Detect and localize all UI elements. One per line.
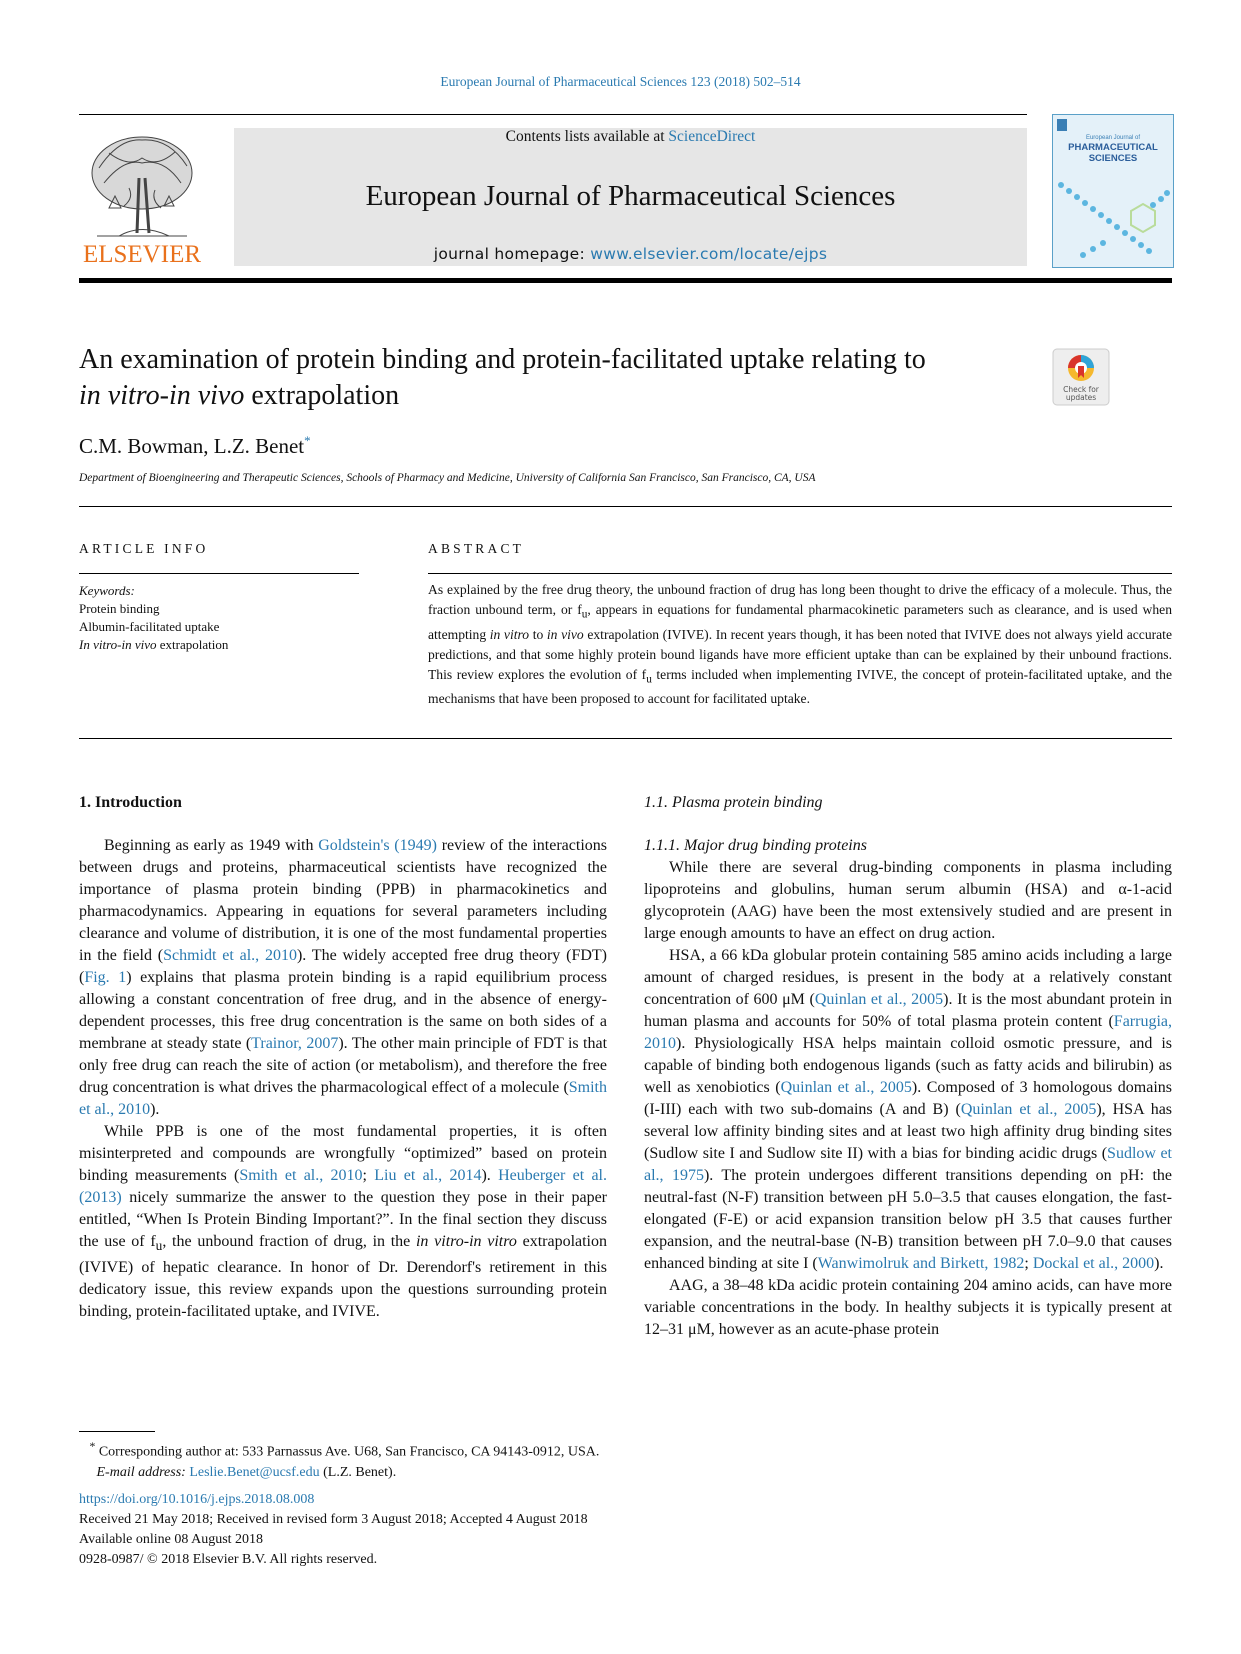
contents-line <box>234 128 1027 146</box>
abstract-text <box>428 580 1172 709</box>
abstract-segment: As explained by the free drug theory, the unbound fraction of drug has long been thought to drive the efficacy of a molecule. Thus, the fraction unbound term, or f <box>428 582 1172 617</box>
text-segment: , the unbound fraction of drug, in the <box>162 1233 416 1250</box>
journal-cover-image[interactable] <box>1052 114 1174 268</box>
email-suffix: (L.Z. Benet). <box>319 1464 397 1480</box>
text-segment: review of the interactions between drugs and proteins, pharmaceutical scientists have recognized the importance of plasma protein binding (PPB) in pharmacokinetics and pharmacodynamics. Appearing in equations for several parameters including clearance and volume of distribution, it is one of the most fundamental properties in the field ( <box>79 837 608 964</box>
citation-link[interactable]: Liu et al., 2014 <box>374 1167 482 1184</box>
svg-text:European Journal of: European Journal of <box>1085 135 1141 141</box>
journal-cover-graphic <box>1053 115 1173 267</box>
citation-link[interactable]: Sudlow et al., 1975 <box>644 1145 1173 1184</box>
abstract-italic: in vivo <box>546 626 584 642</box>
header-top-rule <box>79 114 1027 115</box>
text-segment: ). Physiologically HSA helps maintain colloid osmotic pressure, and is capable of binding both endogenous ligands (such as fatty acids and bilirubin) as well as xenobiotics ( <box>644 1035 1172 1096</box>
elsevier-logo[interactable] <box>79 128 205 266</box>
text-segment: ). Composed of 3 homologous domains (I-III) each with two sub-domains (A and B) ( <box>644 1079 1173 1118</box>
text-segment: While PPB is one of the most fundamental properties, it is often misinterpreted and compounds are wrongfully “optimized” based on protein binding measurements ( <box>79 1123 607 1184</box>
title-line-1: An examination of protein binding and protein-facilitated uptake relating to <box>79 344 926 375</box>
article-info-heading: ARTICLE INFO <box>79 541 209 556</box>
abstract-segment: terms included when implementing IVIVE, the concept of protein-facilitated uptake, and the mechanisms that have been proposed to account for facilitated uptake. <box>428 666 1172 707</box>
footnote-line-2 <box>79 1463 599 1483</box>
plasma-paragraph-2 <box>644 945 1172 1275</box>
abstract-italic: in vitro <box>489 626 530 642</box>
header-thick-rule <box>79 278 1172 283</box>
contents-prefix: Contents lists available at <box>505 128 669 145</box>
abstract-segment: , appears in equations for fundamental pharmacokinetic parameters such as clearance, and is used when attempting <box>428 602 1172 642</box>
copyright: 0928-0987/ © 2018 Elsevier B.V. All rights reserved. <box>79 1552 378 1567</box>
keyword-item <box>79 636 359 654</box>
text-segment: ; <box>1024 1255 1033 1272</box>
citation-link[interactable]: Quinlan et al., 2005 <box>960 1101 1097 1118</box>
figure-link[interactable]: Fig. 1 <box>84 969 127 986</box>
title-line-2-rest: extrapolation <box>244 380 400 411</box>
abstract-bottom-rule <box>79 738 1172 739</box>
intro-paragraph-2 <box>79 1121 607 1323</box>
keyword-item: Protein binding <box>79 601 160 616</box>
keyword-item: Albumin-facilitated uptake <box>79 619 220 634</box>
citation-link[interactable]: Schmidt et al., 2010 <box>163 947 297 964</box>
title-line-2-italic: in vitro-in vivo <box>79 380 245 411</box>
abstract-rule <box>428 573 1172 574</box>
journal-citation-link[interactable]: European Journal of Pharmaceutical Sciences 123 (2018) 502–514 <box>440 74 801 89</box>
received-dates: Received 21 May 2018; Received in revised form 3 August 2018; Accepted 4 August 2018 <box>79 1512 588 1527</box>
keywords-block <box>79 582 359 654</box>
body-column-left <box>79 792 607 1323</box>
email-label: E-mail address: <box>96 1464 190 1480</box>
text-segment: ), HSA has several low affinity binding sites and at least two high affinity drug binding sites (Sudlow site I and Sudlow site II) with a bias for binding acidic drugs ( <box>644 1101 1173 1162</box>
subscript-u: u <box>581 608 588 621</box>
section-heading-introduction: 1. Introduction <box>79 794 182 811</box>
corresponding-author-mark[interactable]: * <box>304 433 311 448</box>
section-heading-plasma-protein-binding: 1.1. Plasma protein binding <box>644 794 823 811</box>
svg-text:updates: updates <box>1065 393 1097 402</box>
author-email-link[interactable]: Leslie.Benet@ucsf.edu <box>189 1464 320 1480</box>
check-for-updates-badge[interactable] <box>1052 348 1110 406</box>
article-metadata <box>79 1490 588 1570</box>
article-title <box>79 342 1039 414</box>
text-segment: ). The other main principle of FDT is that only free drug can reach the site of action (or metabolism), and therefore the free drug concentration is what drives the pharmacological effect of a molecule ( <box>79 1035 608 1096</box>
svg-text:Check for: Check for <box>1063 385 1099 394</box>
author-list <box>79 433 311 459</box>
svg-text:ELSEVIER: ELSEVIER <box>82 241 202 266</box>
svg-text:SCIENCES: SCIENCES <box>1088 153 1138 164</box>
affiliation-rule <box>79 506 1172 507</box>
abstract-heading: ABSTRACT <box>428 541 525 556</box>
homepage-line <box>234 245 1027 263</box>
text-segment: ). The protein undergoes different transitions depending on pH: the neutral-fast (N-F) transition between pH 5.0–3.5 that causes elongation, the fast-elongated (F-E) or acid expansion transition below pH 3.5 that causes further expansion, and the neutral-base (N-B) transition between pH 7.0–9.0 that causes enhanced binding at site I ( <box>644 1167 1173 1272</box>
authors-names: C.M. Bowman, L.Z. Benet <box>79 434 305 458</box>
footnote-mark: * <box>89 1440 96 1453</box>
citation-link[interactable]: Smith et al., 2010 <box>79 1079 607 1118</box>
corresponding-author-footnote <box>79 1437 599 1483</box>
keyword-item-italic: In vitro-in vivo <box>79 637 157 652</box>
homepage-prefix: journal homepage: <box>433 245 591 263</box>
svg-text:PHARMACEUTICAL: PHARMACEUTICAL <box>1068 142 1158 153</box>
doi-link[interactable]: https://doi.org/10.1016/j.ejps.2018.08.008 <box>79 1492 315 1507</box>
body-column-right <box>644 792 1172 1341</box>
text-segment: nicely summarize the answer to the question they pose in their paper entitled, “When Is Protein Binding Important?”. In the final section they discuss the use of f <box>79 1189 607 1250</box>
section-heading-major-binding-proteins: 1.1.1. Major drug binding proteins <box>644 837 867 854</box>
citation-link[interactable]: Quinlan et al., 2005 <box>780 1079 912 1096</box>
text-segment: ). <box>481 1167 499 1184</box>
journal-header-box <box>234 128 1027 266</box>
abstract-segment: to <box>529 626 547 642</box>
online-date: Available online 08 August 2018 <box>79 1532 264 1547</box>
citation-link[interactable]: Wanwimolruk and Birkett, 1982 <box>817 1255 1025 1272</box>
abstract-segment: extrapolation (IVIVE). In recent years though, it has been noted that IVIVE does not always yield accurate predictions, and that some highly protein bound ligands have more efficient uptake than can be explained by their unbound fractions. This review explores the evolution of f <box>428 626 1172 682</box>
subscript-u: u <box>155 1238 163 1254</box>
footnote-line-1 <box>79 1437 599 1463</box>
citation-link[interactable]: Farrugia, 2010 <box>644 1013 1172 1052</box>
text-segment: ) explains that plasma protein binding is a rapid equilibrium process allowing a constant concentration of free drug, and in the absence of energy-dependent processes, this free drug concentration is the same on both sides of a membrane at steady state ( <box>79 969 608 1052</box>
intro-paragraph-1 <box>79 835 607 1121</box>
keyword-item-rest: extrapolation <box>156 637 229 652</box>
text-segment: Beginning as early as 1949 with <box>104 837 319 854</box>
citation-link[interactable]: Goldstein's (1949) <box>318 837 437 854</box>
italic-segment: in vitro-in vitro <box>415 1233 517 1250</box>
text-segment: ). The widely accepted free drug theory (FDT) ( <box>79 947 607 986</box>
plasma-paragraph-3: AAG, a 38–48 kDa acidic protein containing 204 amino acids, can have more variable concentrations in the body. In healthy subjects it is typically present at 12–31 μM, however as an acute-phase protein <box>644 1277 1172 1338</box>
journal-homepage-link[interactable]: www.elsevier.com/locate/ejps <box>590 245 828 263</box>
citation-link[interactable]: Heuberger et al. (2013) <box>79 1167 607 1206</box>
footnote-rule <box>79 1431 155 1432</box>
affiliation: Department of Bioengineering and Therapeutic Sciences, Schools of Pharmacy and Medicine, University of California San Francisco, San Francisco, CA, USA <box>79 472 816 484</box>
text-segment: ; <box>362 1167 375 1184</box>
footnote-text: Corresponding author at: 533 Parnassus Ave. U68, San Francisco, CA 94143-0912, USA. <box>95 1444 600 1460</box>
text-segment: ). <box>150 1101 160 1118</box>
sciencedirect-link[interactable]: ScienceDirect <box>668 128 756 145</box>
citation-link[interactable]: Dockal et al., 2000 <box>1032 1255 1155 1272</box>
journal-name: European Journal of Pharmaceutical Sciences <box>365 180 896 212</box>
article-info-rule <box>79 573 359 574</box>
keywords-label: Keywords: <box>79 583 135 598</box>
crossmark-icon <box>1052 348 1110 406</box>
text-segment: ). It is the most abundant protein in human plasma and accounts for 50% of total plasma protein content ( <box>644 991 1173 1030</box>
text-segment: ). <box>1154 1255 1164 1272</box>
elsevier-tree-icon <box>79 128 205 266</box>
citation-link[interactable]: Quinlan et al., 2005 <box>814 991 944 1008</box>
plasma-paragraph-1: While there are several drug-binding components in plasma including lipoproteins and globulins, human serum albumin (HSA) and α-1-acid glycoprotein (AAG) have been the most extensively studied and are present in large enough amounts to have an effect on drug action. <box>644 859 1172 942</box>
subscript-u: u <box>646 673 652 686</box>
citation-link[interactable]: Smith et al., 2010 <box>239 1167 363 1184</box>
citation-link[interactable]: Trainor, 2007 <box>251 1035 339 1052</box>
text-segment: extrapolation (IVIVE) of hepatic clearance. In honor of Dr. Derendorf's retirement in this dedicatory issue, this review expands upon the questions surrounding protein binding, protein-facilitated uptake, and IVIVE. <box>79 1233 607 1321</box>
text-segment: HSA, a 66 kDa globular protein containing 585 amino acids including a large amount of charged residues, is present in the body at a relatively constant concentration of 600 μM ( <box>644 947 1172 1008</box>
